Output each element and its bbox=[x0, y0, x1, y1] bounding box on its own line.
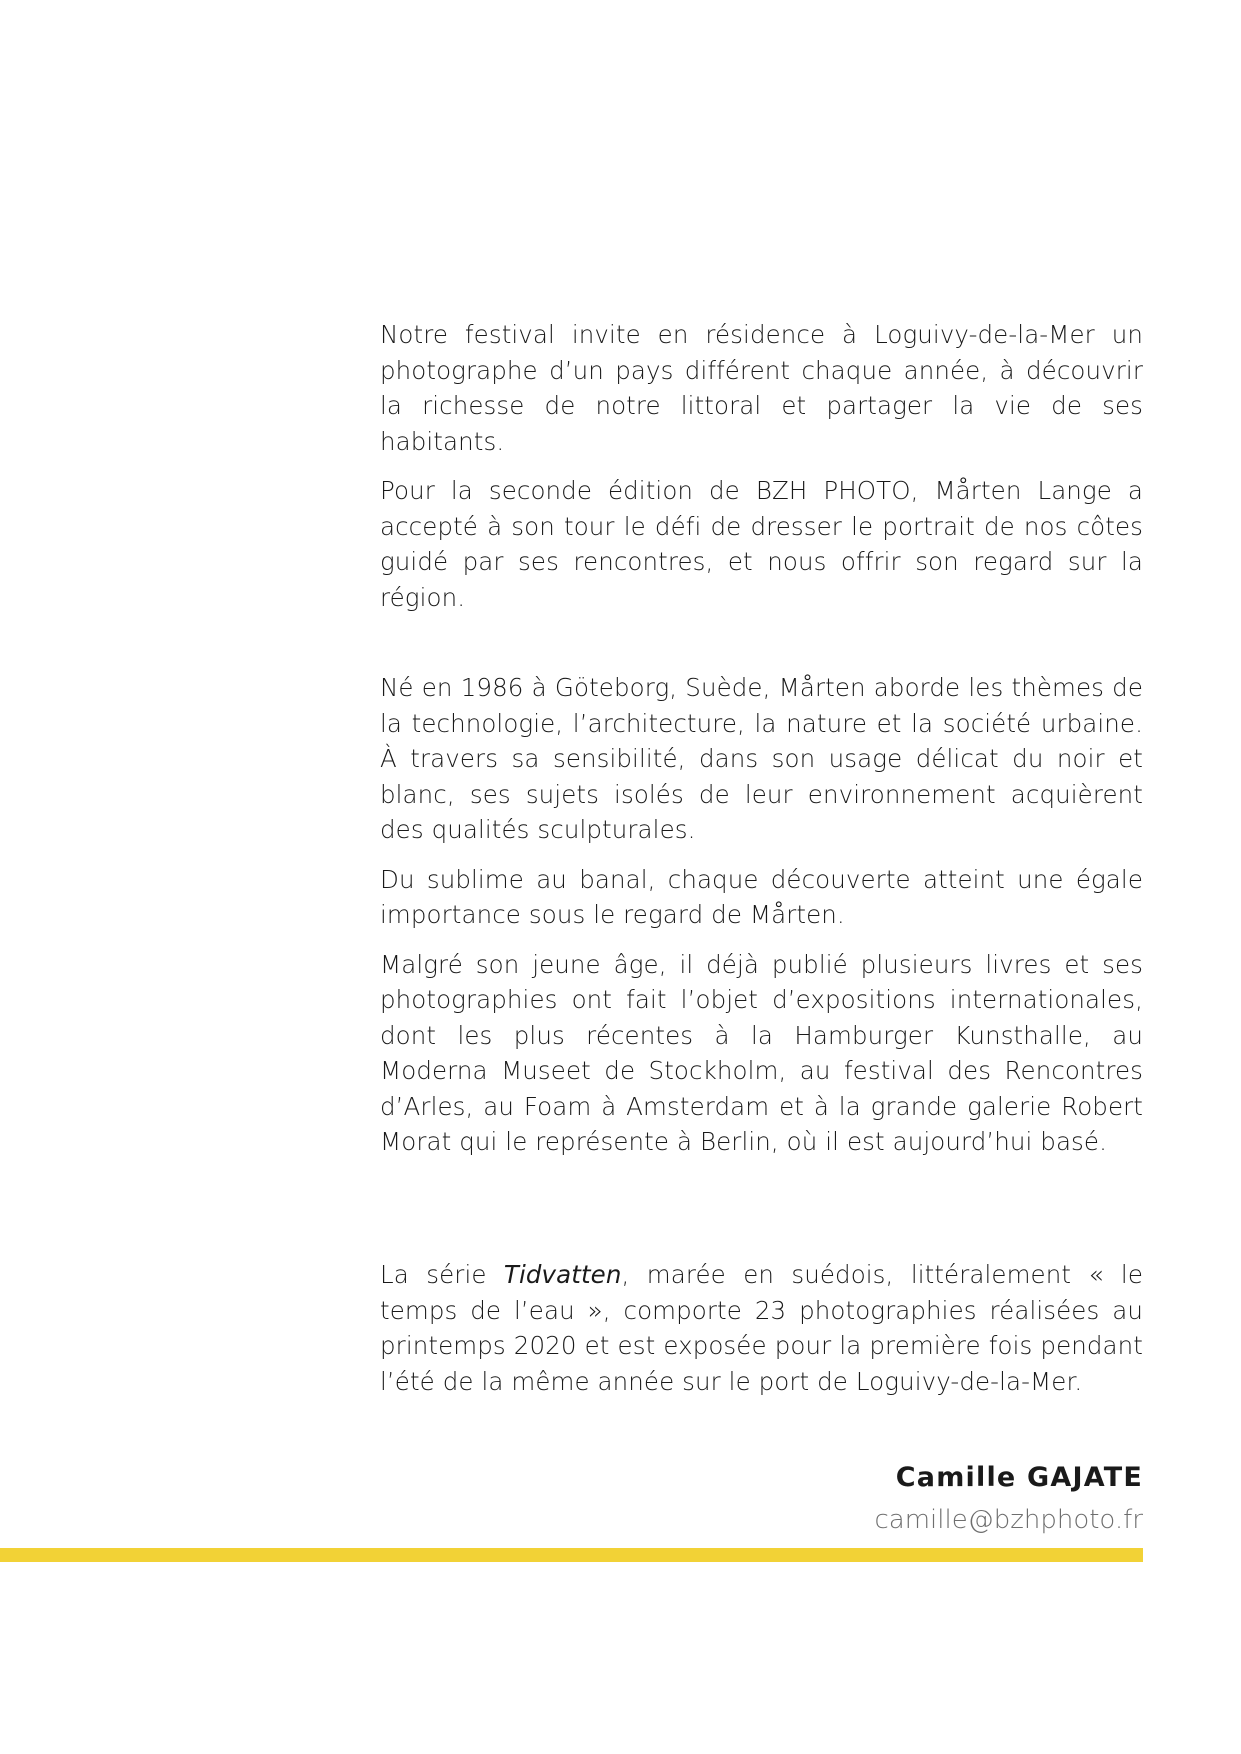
series-description-text: , marée en suédois, littéralement « le temps de l’eau », comporte 23 photographies réalisées au printemps 2020 et est exposée pour la première fois pendant l’été de la même année sur le port de Loguivy-de-la-Mer. bbox=[380, 1260, 1143, 1396]
paragraph-biography: Né en 1986 à Göteborg, Suède, Mårten aborde les thèmes de la technologie, l’architecture, la nature et la société urbaine. À travers sa sensibilité, dans son usage délicat du noir et blanc, ses sujets isolés de leur environnement acquièrent des qualités sculpturales. bbox=[380, 673, 1143, 844]
paragraph-exhibitions: Malgré son jeune âge, il déjà publié plusieurs livres et ses photographies ont fait l’objet d’expositions internationales, dont les plus récentes à la Hamburger Kunsthalle, au Moderna Museet de Stockholm, au festival des Rencontres d’Arles, au Foam à Amsterdam et à la grande galerie Robert Morat qui le représente à Berlin, où il est aujourd’hui basé. bbox=[380, 949, 1143, 1156]
biography-text-block bbox=[380, 670, 1143, 1160]
author-email-link[interactable]: camille@bzhphoto.fr bbox=[874, 1505, 1143, 1535]
accent-bar bbox=[0, 1548, 1143, 1562]
paragraph-series bbox=[380, 1257, 1143, 1399]
paragraph-second-edition: Pour la seconde édition de BZH PHOTO, Mårten Lange a accepté à son tour le défi de dresser le portrait de nos côtes guidé par ses rencontres, et nous offrir son regard sur la région. bbox=[380, 476, 1143, 612]
author-name: Camille GAJATE bbox=[895, 1462, 1143, 1493]
series-title: Tidvatten bbox=[503, 1260, 622, 1289]
signature bbox=[875, 1460, 1144, 1540]
intro-text-block bbox=[380, 317, 1143, 615]
series-intro-text: La série bbox=[380, 1260, 504, 1289]
paragraph-residence: Notre festival invite en résidence à Loguivy-de-la-Mer un photographe d’un pays différent chaque année, à découvrir la richesse de notre littoral et partager la vie de ses habitants. bbox=[380, 320, 1143, 456]
paragraph-sublime: Du sublime au banal, chaque découverte atteint une égale importance sous le regard de Mårten. bbox=[380, 864, 1143, 929]
series-text-block bbox=[380, 1257, 1143, 1399]
